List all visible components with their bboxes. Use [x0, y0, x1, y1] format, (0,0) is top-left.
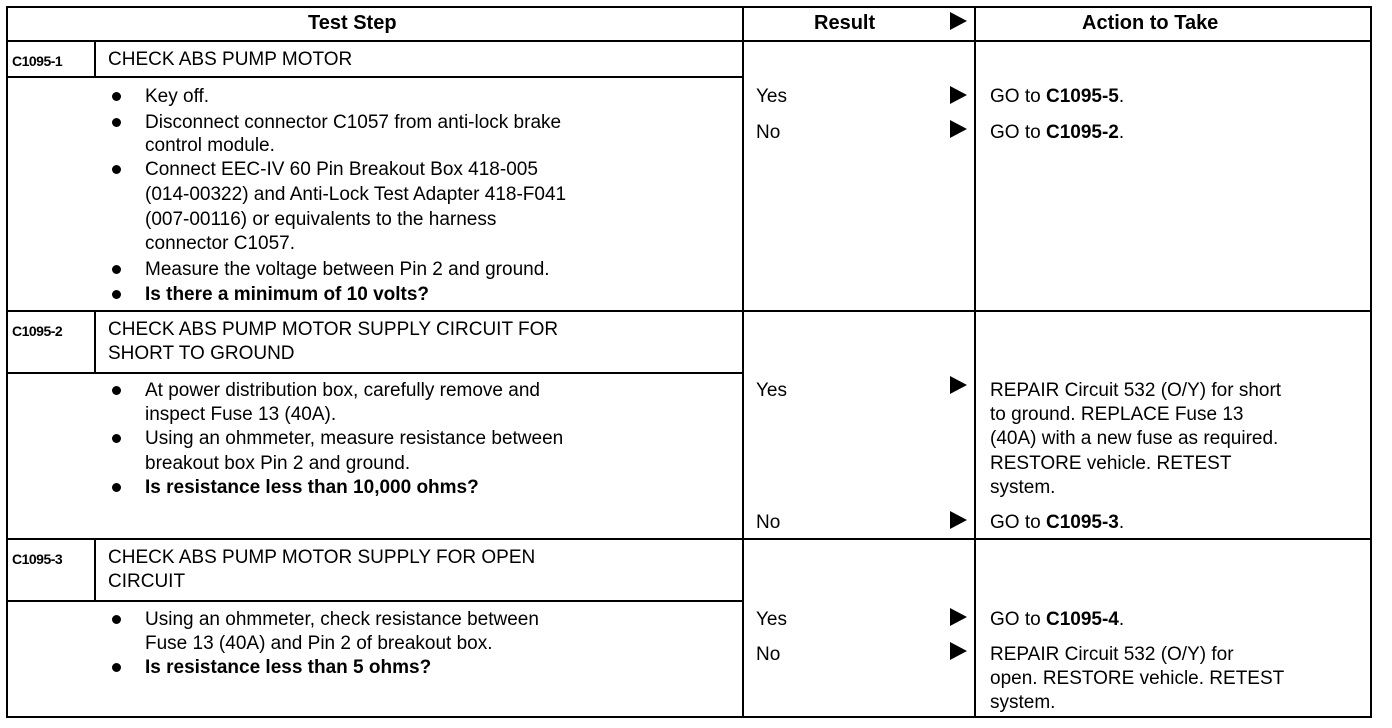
action-text: GO to C1095-2. — [990, 122, 1125, 143]
bullet-icon — [112, 615, 121, 624]
arrow-icon — [950, 12, 967, 30]
divider-id — [94, 42, 96, 76]
step-id: C1095-2 — [12, 323, 63, 339]
action-line: system. — [990, 692, 1056, 713]
divider-result-action — [974, 6, 976, 718]
result-value: Yes — [756, 380, 787, 401]
row-rule — [6, 538, 1372, 540]
header-action: Action to Take — [1082, 12, 1219, 34]
arrow-icon — [950, 608, 967, 626]
step-line: At power distribution box, carefully remove and — [145, 380, 540, 401]
step-question: Is resistance less than 10,000 ohms? — [145, 477, 479, 498]
step-reference: C1095-2 — [1045, 122, 1119, 143]
result-value: No — [756, 122, 781, 143]
step-line: connector C1057. — [145, 233, 295, 254]
action-line: to ground. REPLACE Fuse 13 — [990, 404, 1244, 425]
step-title: SHORT TO GROUND — [108, 343, 295, 364]
step-reference: C1095-5 — [1045, 86, 1119, 107]
step-line: (014-00322) and Anti-Lock Test Adapter 418-F041 — [145, 184, 567, 205]
step-line: Using an ohmmeter, measure resistance between — [145, 428, 564, 449]
step-question: Is there a minimum of 10 volts? — [145, 284, 430, 305]
result-value: Yes — [756, 609, 787, 630]
bullet-icon — [112, 265, 121, 274]
header-test-step: Test Step — [308, 12, 397, 34]
action-line: open. RESTORE vehicle. RETEST — [990, 668, 1285, 689]
arrow-icon — [950, 86, 967, 104]
step-line: Fuse 13 (40A) and Pin 2 of breakout box. — [145, 633, 493, 654]
divider-id — [94, 312, 96, 372]
row-rule — [6, 372, 743, 374]
result-value: No — [756, 512, 781, 533]
step-line: (007-00116) or equivalents to the harness — [145, 209, 497, 230]
action-line: (40A) with a new fuse as required. — [990, 428, 1279, 449]
step-title: CHECK ABS PUMP MOTOR SUPPLY FOR OPEN — [108, 547, 536, 568]
step-title: CHECK ABS PUMP MOTOR SUPPLY CIRCUIT FOR — [108, 319, 559, 340]
action-line: RESTORE vehicle. RETEST — [990, 453, 1232, 474]
result-value: Yes — [756, 86, 787, 107]
action-line: REPAIR Circuit 532 (O/Y) for — [990, 644, 1234, 665]
row-rule — [6, 76, 743, 78]
header-rule — [6, 40, 1372, 42]
step-title: CHECK ABS PUMP MOTOR — [108, 49, 353, 70]
result-value: No — [756, 644, 781, 665]
step-line: Connect EEC-IV 60 Pin Breakout Box 418-005 — [145, 159, 538, 180]
step-line: inspect Fuse 13 (40A). — [145, 404, 337, 425]
arrow-icon — [950, 120, 967, 138]
step-reference: C1095-3 — [1045, 512, 1119, 533]
step-id: C1095-3 — [12, 551, 63, 567]
bullet-icon — [112, 663, 121, 672]
header-result: Result — [814, 12, 876, 34]
action-text: GO to C1095-3. — [990, 512, 1125, 533]
step-title: CIRCUIT — [108, 571, 186, 592]
arrow-icon — [950, 642, 967, 660]
arrow-icon — [950, 376, 967, 394]
bullet-icon — [112, 434, 121, 443]
bullet-icon — [112, 290, 121, 299]
row-rule — [6, 600, 743, 602]
divider-step-result — [742, 6, 744, 718]
step-line: Using an ohmmeter, check resistance between — [145, 609, 539, 630]
bullet-icon — [112, 118, 121, 127]
bullet-icon — [112, 483, 121, 492]
action-line: REPAIR Circuit 532 (O/Y) for short — [990, 380, 1282, 401]
step-line: Measure the voltage between Pin 2 and ground. — [145, 259, 550, 280]
action-text: GO to C1095-5. — [990, 86, 1125, 107]
step-line: Key off. — [145, 86, 210, 107]
divider-id — [94, 540, 96, 600]
step-line: breakout box Pin 2 and ground. — [145, 453, 411, 474]
action-line: system. — [990, 477, 1056, 498]
arrow-icon — [950, 511, 967, 529]
bullet-icon — [112, 165, 121, 174]
row-rule — [6, 310, 1372, 312]
step-line: Disconnect connector C1057 from anti-lock brake — [145, 112, 562, 133]
step-question: Is resistance less than 5 ohms? — [145, 657, 432, 678]
bullet-icon — [112, 386, 121, 395]
step-line: control module. — [145, 135, 275, 156]
action-text: GO to C1095-4. — [990, 609, 1125, 630]
bullet-icon — [112, 92, 121, 101]
step-id: C1095-1 — [12, 53, 63, 69]
step-reference: C1095-4 — [1045, 609, 1119, 630]
